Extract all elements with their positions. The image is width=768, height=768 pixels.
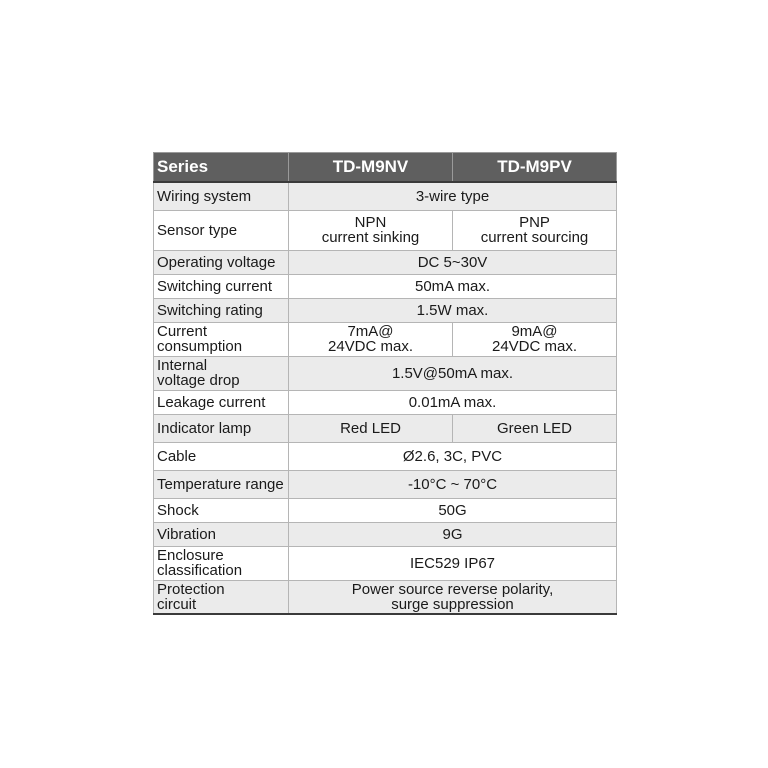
row-label-line: Protection	[157, 580, 225, 598]
spec-row	[154, 470, 617, 498]
row-label-line: Temperature range	[157, 475, 284, 493]
row-label-line: Shock	[157, 501, 199, 519]
row-value	[289, 274, 617, 298]
row-value-model-a	[289, 414, 453, 442]
row-value	[289, 470, 617, 498]
row-label-line: Switching rating	[157, 301, 263, 319]
row-label	[154, 298, 289, 322]
row-value	[289, 182, 617, 210]
row-label-line: consumption	[157, 338, 243, 355]
row-value-line: Power source reverse polarity,	[351, 580, 554, 598]
row-value-model-b	[453, 414, 617, 442]
row-value-model-a-line: current sinking	[321, 229, 420, 246]
row-value-line: -10°C ~ 70°C	[407, 475, 498, 493]
row-label	[154, 442, 289, 470]
header-row	[154, 153, 617, 183]
row-value-model-a-line: Red LED	[340, 419, 401, 437]
spec-table	[153, 152, 617, 615]
row-label	[154, 470, 289, 498]
row-label	[154, 182, 289, 210]
spec-row	[154, 442, 617, 470]
spec-row	[154, 414, 617, 442]
spec-body	[154, 182, 617, 614]
row-value-model-b-line: Green LED	[496, 419, 573, 437]
row-label-line: Indicator lamp	[157, 419, 252, 437]
row-value-line: 50G	[438, 501, 467, 519]
row-label-line: Vibration	[157, 525, 216, 543]
row-value	[289, 356, 617, 390]
header-model-a: TD-M9NV	[289, 153, 453, 183]
spec-row	[154, 390, 617, 414]
spec-row	[154, 298, 617, 322]
row-value-model-a-line: 7mA@	[347, 323, 394, 340]
row-label	[154, 414, 289, 442]
spec-row	[154, 274, 617, 298]
row-value	[289, 442, 617, 470]
row-label	[154, 356, 289, 390]
row-value-model-a-line: NPN	[354, 214, 387, 231]
row-value-model-a-line: 24VDC max.	[327, 338, 414, 355]
row-label	[154, 322, 289, 356]
row-value-line: DC 5~30V	[417, 253, 488, 271]
spec-row	[154, 322, 617, 356]
row-label-line: Cable	[157, 447, 197, 465]
spec-row	[154, 522, 617, 546]
row-value-line: surge suppression	[391, 595, 514, 613]
row-label	[154, 546, 289, 580]
row-value-model-a	[289, 210, 453, 250]
row-label	[154, 210, 289, 250]
row-label	[154, 390, 289, 414]
spec-row	[154, 210, 617, 250]
row-label-line: Enclosure	[157, 547, 224, 564]
row-label-line: Wiring system	[157, 187, 252, 205]
row-value	[289, 522, 617, 546]
row-label-line: Operating voltage	[157, 253, 276, 271]
header-series: Series	[154, 153, 289, 183]
spec-row	[154, 182, 617, 210]
row-value	[289, 546, 617, 580]
row-label	[154, 274, 289, 298]
row-label	[154, 580, 289, 614]
row-value-line: Ø2.6, 3C, PVC	[402, 447, 503, 465]
row-label	[154, 498, 289, 522]
row-value-line: 3-wire type	[415, 187, 490, 205]
row-value	[289, 390, 617, 414]
row-label-line: classification	[157, 562, 243, 579]
row-label	[154, 250, 289, 274]
spec-row	[154, 250, 617, 274]
row-value-model-b-line: 9mA@	[511, 323, 558, 340]
row-value-model-b-line: 24VDC max.	[491, 338, 578, 355]
row-value-line: 1.5V@50mA max.	[391, 364, 514, 382]
row-value-line: 9G	[442, 525, 463, 543]
spec-row	[154, 580, 617, 614]
row-label-line: Leakage current	[157, 393, 266, 411]
row-value	[289, 580, 617, 614]
row-label-line: Sensor type	[157, 221, 238, 239]
row-label-line: voltage drop	[157, 372, 240, 389]
row-value-model-b	[453, 322, 617, 356]
row-label-line: Internal	[157, 357, 208, 374]
row-label	[154, 522, 289, 546]
row-label-line: Switching current	[157, 277, 273, 295]
spec-row	[154, 356, 617, 390]
row-value-line: IEC529 IP67	[409, 554, 496, 572]
row-value	[289, 498, 617, 522]
row-value	[289, 250, 617, 274]
row-value-line: 1.5W max.	[416, 301, 489, 319]
row-value-model-a	[289, 322, 453, 356]
row-value	[289, 298, 617, 322]
row-value-model-b	[453, 210, 617, 250]
row-value-model-b-line: PNP	[519, 214, 550, 231]
row-value-line: 50mA max.	[414, 277, 491, 295]
header-model-b: TD-M9PV	[453, 153, 617, 183]
spec-row	[154, 546, 617, 580]
row-value-model-b-line: current sourcing	[480, 229, 589, 246]
spec-row	[154, 498, 617, 522]
row-value-line: 0.01mA max.	[408, 393, 497, 411]
row-label-line: Current	[157, 323, 208, 340]
row-label-line: circuit	[157, 595, 197, 613]
